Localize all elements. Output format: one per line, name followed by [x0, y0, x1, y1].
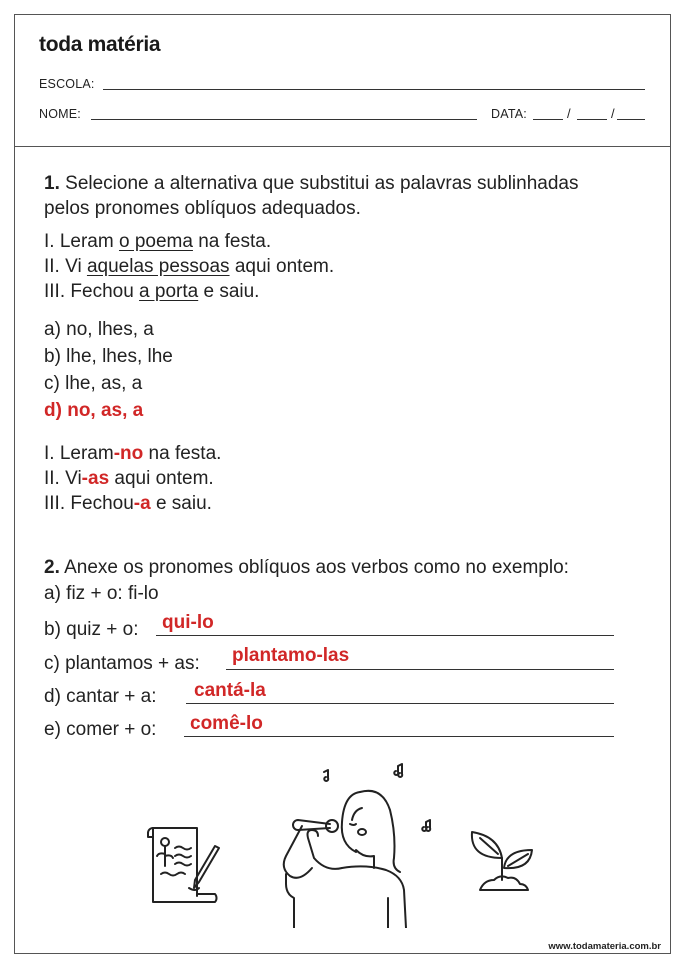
- q2-item-e-answer: comê-lo: [190, 713, 263, 734]
- date-separator: /: [567, 106, 571, 121]
- date-separator: /: [611, 106, 615, 121]
- q2-item-c-field[interactable]: [226, 669, 614, 670]
- q2-item-e-field[interactable]: [184, 736, 614, 737]
- q1-sentence-1: I. Leram o poema na festa.: [44, 231, 272, 252]
- school-label: ESCOLA:: [39, 77, 95, 91]
- q2-item-d-answer: cantá-la: [194, 680, 266, 701]
- date-month-field[interactable]: [577, 119, 607, 120]
- q2-item-c-answer: plantamo-las: [232, 645, 350, 666]
- date-label: DATA:: [491, 107, 527, 121]
- q1-option-d-correct[interactable]: d) no, as, a: [44, 400, 144, 421]
- singer-illustration: [272, 758, 442, 928]
- q1-sentence-2: II. Vi aquelas pessoas aqui ontem.: [44, 256, 335, 277]
- q1-answer-1: I. Leram-no na festa.: [44, 443, 222, 464]
- q1-option-a[interactable]: a) no, lhes, a: [44, 319, 154, 340]
- q2-number: 2.: [44, 557, 60, 578]
- q1-prompt-line2: pelos pronomes oblíquos adequados.: [44, 198, 361, 219]
- name-field[interactable]: [91, 119, 477, 120]
- q2-item-d-label: d) cantar + a:: [44, 686, 157, 707]
- brand-logo: toda matéria: [39, 33, 161, 56]
- date-day-field[interactable]: [533, 119, 563, 120]
- q2-item-b-answer: qui-lo: [162, 612, 214, 633]
- q1-prompt-line1: 1. Selecione a alternativa que substitui as palavras sublinhadas: [44, 173, 579, 194]
- school-field[interactable]: [103, 89, 645, 90]
- q1-option-b[interactable]: b) lhe, lhes, lhe: [44, 346, 173, 367]
- q1-sentence-3: III. Fechou a porta e saiu.: [44, 281, 260, 302]
- header: [15, 15, 670, 147]
- q2-item-d-field[interactable]: [186, 703, 614, 704]
- q2-item-e-label: e) comer + o:: [44, 719, 157, 740]
- q1-answer-3: III. Fechou-a e saiu.: [44, 493, 212, 514]
- q2-item-c-label: c) plantamos + as:: [44, 653, 200, 674]
- poem-scroll-icon: [145, 822, 225, 912]
- q2-prompt: 2. Anexe os pronomes oblíquos aos verbos como no exemplo:: [44, 557, 569, 578]
- footer-url[interactable]: www.todamateria.com.br: [548, 941, 661, 952]
- q2-item-b-label: b) quiz + o:: [44, 619, 139, 640]
- name-label: NOME:: [39, 107, 81, 121]
- q1-number: 1.: [44, 173, 60, 194]
- q2-item-b-field[interactable]: [156, 635, 614, 636]
- q1-option-c[interactable]: c) lhe, as, a: [44, 373, 143, 394]
- sprout-icon: [466, 824, 542, 896]
- date-year-field[interactable]: [617, 119, 645, 120]
- q2-example: a) fiz + o: fi-lo: [44, 583, 159, 604]
- q1-answer-2: II. Vi-as aqui ontem.: [44, 468, 214, 489]
